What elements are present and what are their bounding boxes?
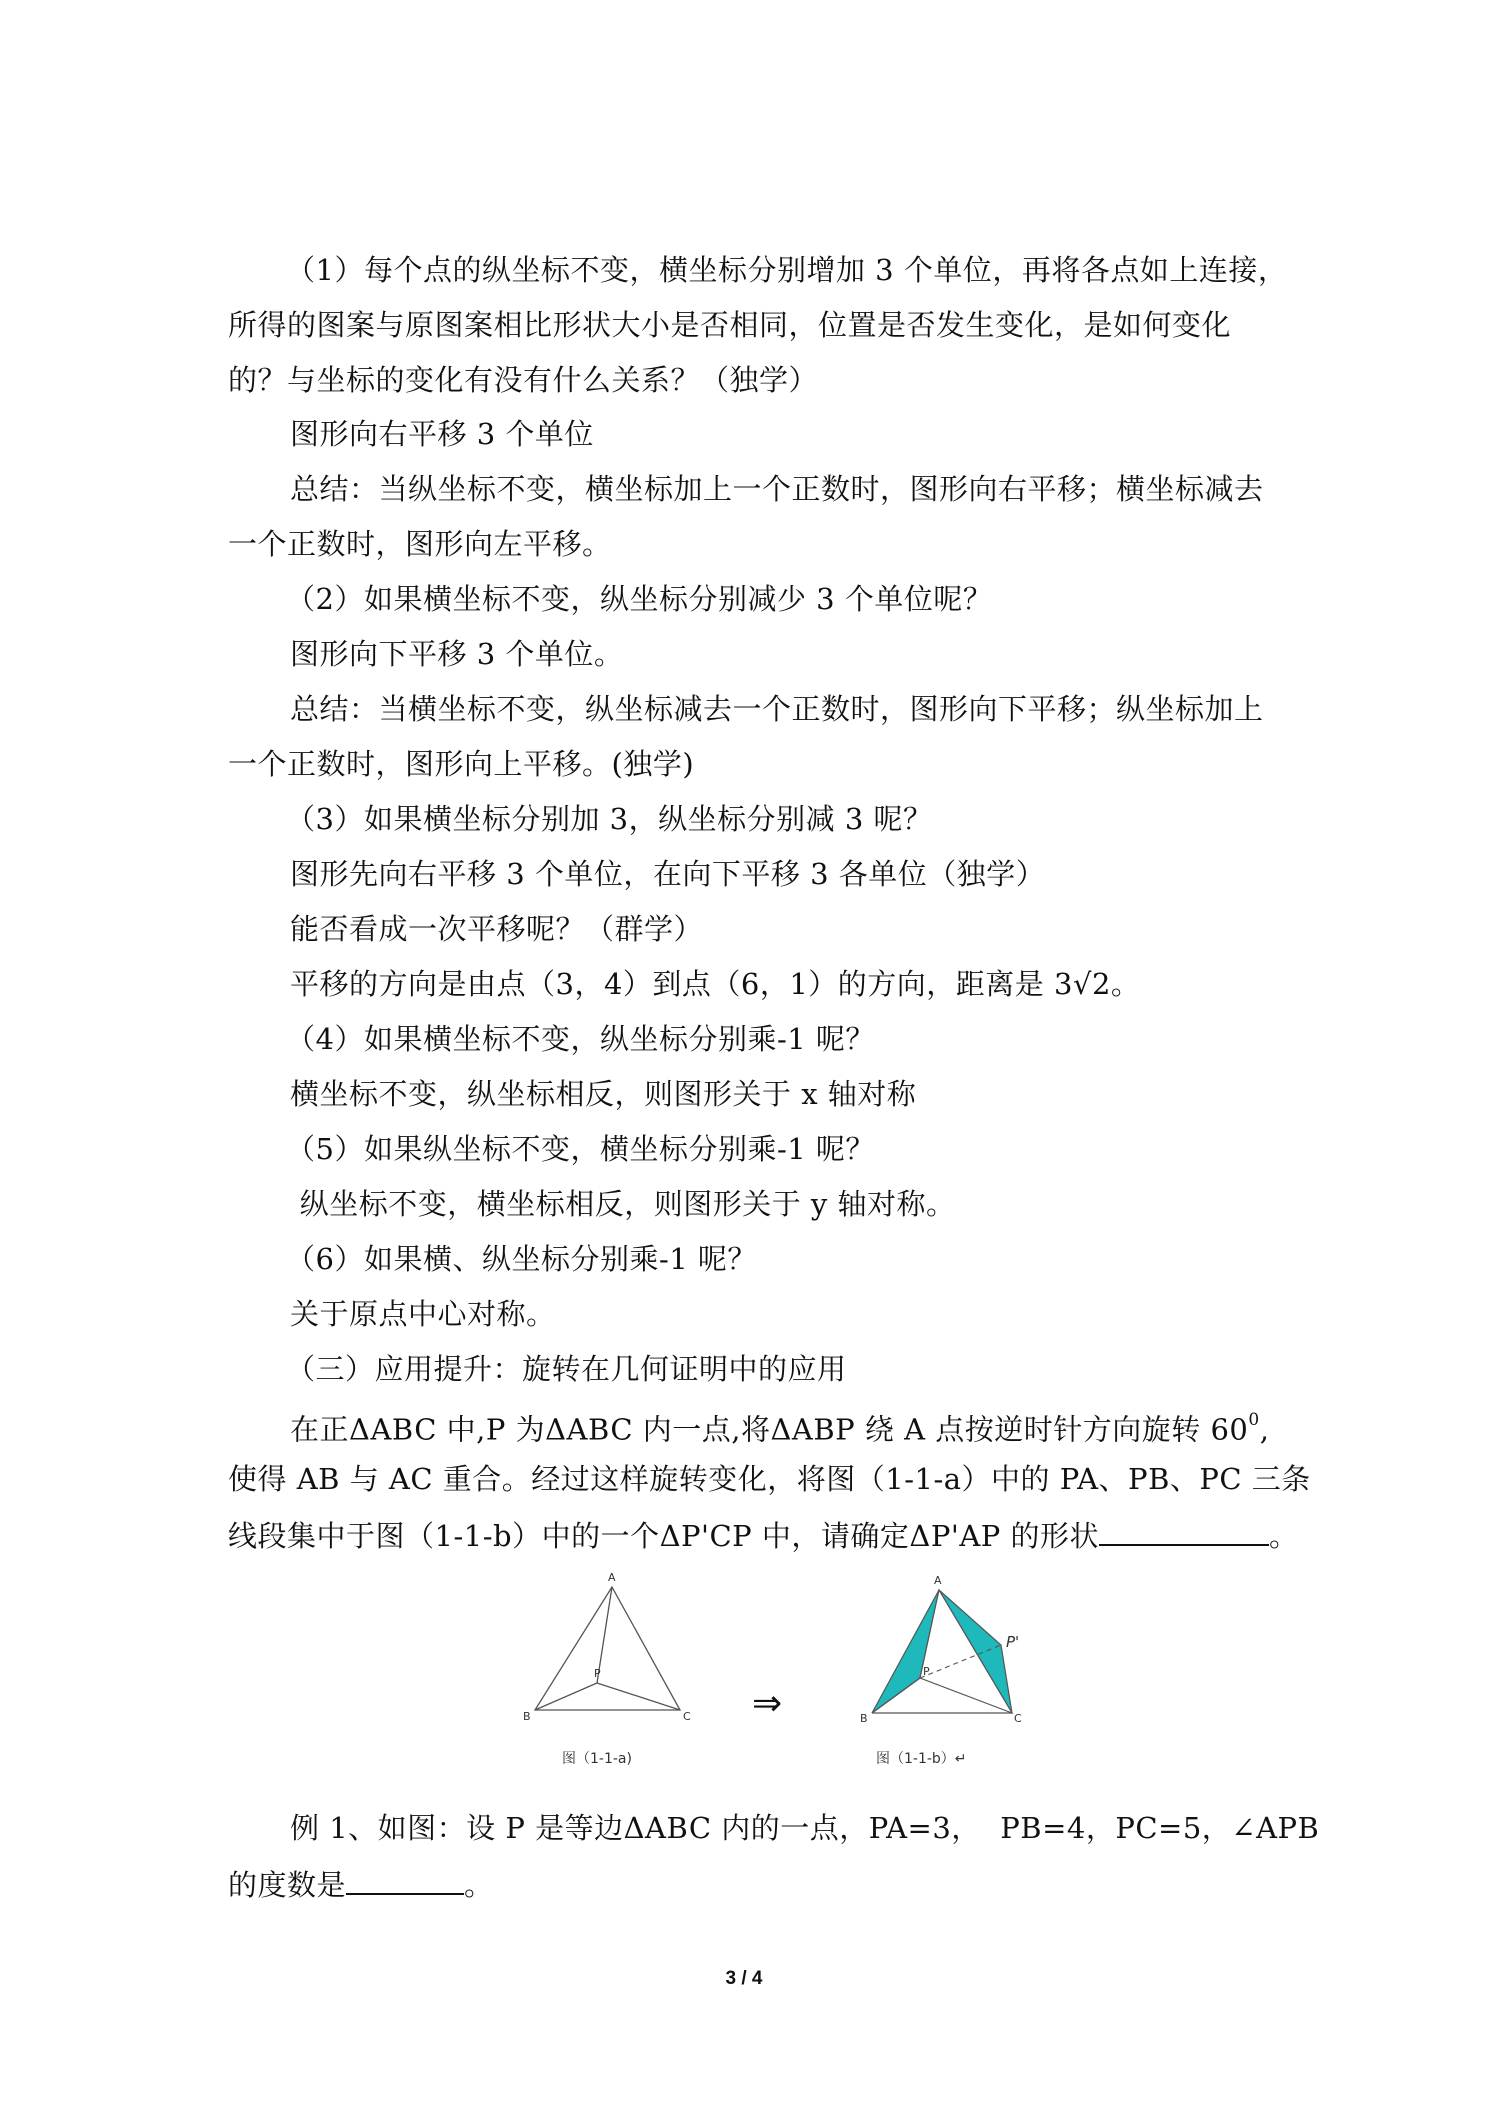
summary-line: 一个正数时，图形向左平移。 bbox=[228, 527, 612, 561]
text-run: , bbox=[1259, 1412, 1270, 1447]
arrow-glyph: ⇒ bbox=[752, 1683, 783, 1724]
text-run: 。 bbox=[1269, 1519, 1299, 1553]
triangle-abc-right bbox=[872, 1590, 1012, 1713]
paragraph-line: 使得 AB 与 AC 重合。经过这样旋转变化，将图（1-1-a）中的 PA、PB、PC 三条 bbox=[228, 1462, 1311, 1496]
triangle-abc-left bbox=[535, 1587, 680, 1710]
answer-line: 纵坐标不变，横坐标相反，则图形关于 y 轴对称。 bbox=[290, 1187, 956, 1221]
question-line: （3）如果横坐标分别加 3，纵坐标分别减 3 呢？ bbox=[286, 802, 933, 836]
label-c-right: C bbox=[1014, 1712, 1022, 1725]
summary-line: 总结：当纵坐标不变，横坐标加上一个正数时，图形向右平移；横坐标减去 bbox=[290, 472, 1264, 506]
example-line: 例 1、如图：设 P 是等边ΔABC 内的一点，PA=3， PB=4，PC=5，∠APB bbox=[290, 1811, 1320, 1845]
page-number: 3 / 4 bbox=[725, 1968, 763, 1989]
label-a-right: A bbox=[934, 1574, 942, 1587]
superscript: 0 bbox=[1248, 1410, 1260, 1430]
answer-line: 关于原点中心对称。 bbox=[290, 1297, 556, 1331]
question-line: 能否看成一次平移呢？（群学） bbox=[290, 912, 704, 946]
figure-caption-right: 图（1-1-b）↵ bbox=[876, 1751, 967, 1767]
label-b-left: B bbox=[523, 1710, 531, 1723]
label-p-left: P bbox=[594, 1667, 601, 1680]
geometry-figure bbox=[520, 1565, 1040, 1765]
text-run: 的度数是 bbox=[228, 1868, 347, 1902]
text-run: 线段集中于图（1-1-b）中的一个ΔP'CP 中，请确定ΔP'AP 的形状 bbox=[228, 1519, 1100, 1553]
answer-blank[interactable] bbox=[346, 1863, 464, 1895]
answer-blank[interactable] bbox=[1099, 1514, 1269, 1546]
label-c-left: C bbox=[683, 1710, 691, 1723]
paragraph-line: （1）每个点的纵坐标不变，横坐标分别增加 3 个单位，再将各点如上连接， bbox=[286, 253, 1288, 287]
example-line bbox=[228, 1863, 494, 1905]
question-line: （5）如果纵坐标不变，横坐标分别乘-1 呢？ bbox=[286, 1132, 875, 1166]
paragraph-line: 图形向右平移 3 个单位 bbox=[290, 417, 594, 451]
answer-line: 图形先向右平移 3 个单位，在向下平移 3 各单位（独学） bbox=[290, 857, 1046, 891]
paragraph-line: 所得的图案与原图案相比形状大小是否相同，位置是否发生变化，是如何变化 bbox=[228, 308, 1232, 342]
answer-line: 图形向下平移 3 个单位。 bbox=[290, 637, 624, 671]
question-line: （2）如果横坐标不变，纵坐标分别减少 3 个单位呢？ bbox=[286, 582, 993, 616]
summary-line: 一个正数时，图形向上平移。(独学) bbox=[228, 747, 695, 781]
label-b-right: B bbox=[860, 1712, 868, 1725]
label-a-left: A bbox=[608, 1571, 616, 1584]
question-line: （4）如果横坐标不变，纵坐标分别乘-1 呢？ bbox=[286, 1022, 875, 1056]
label-p-right: P bbox=[923, 1665, 930, 1678]
paragraph-line bbox=[228, 1514, 1299, 1556]
label-p-prime: P' bbox=[1006, 1633, 1020, 1651]
answer-line: 平移的方向是由点（3，4）到点（6，1）的方向，距离是 3√2。 bbox=[290, 967, 1141, 1001]
answer-line: 横坐标不变，纵坐标相反，则图形关于 x 轴对称 bbox=[290, 1077, 917, 1111]
summary-line: 总结：当横坐标不变，纵坐标减去一个正数时，图形向下平移；纵坐标加上 bbox=[290, 692, 1264, 726]
paragraph-line bbox=[290, 1404, 1269, 1450]
text-run: 。 bbox=[464, 1868, 494, 1902]
figure-caption-left: 图（1-1-a) bbox=[562, 1751, 632, 1767]
paragraph-line: 的？与坐标的变化有没有什么关系？（独学） bbox=[228, 363, 819, 397]
section-heading: （三）应用提升：旋转在几何证明中的应用 bbox=[286, 1352, 847, 1386]
text-run: 在正ΔABC 中,P 为ΔABC 内一点,将ΔABP 绕 A 点按逆时针方向旋转 60 bbox=[290, 1412, 1249, 1447]
question-line: （6）如果横、纵坐标分别乘-1 呢？ bbox=[286, 1242, 757, 1276]
